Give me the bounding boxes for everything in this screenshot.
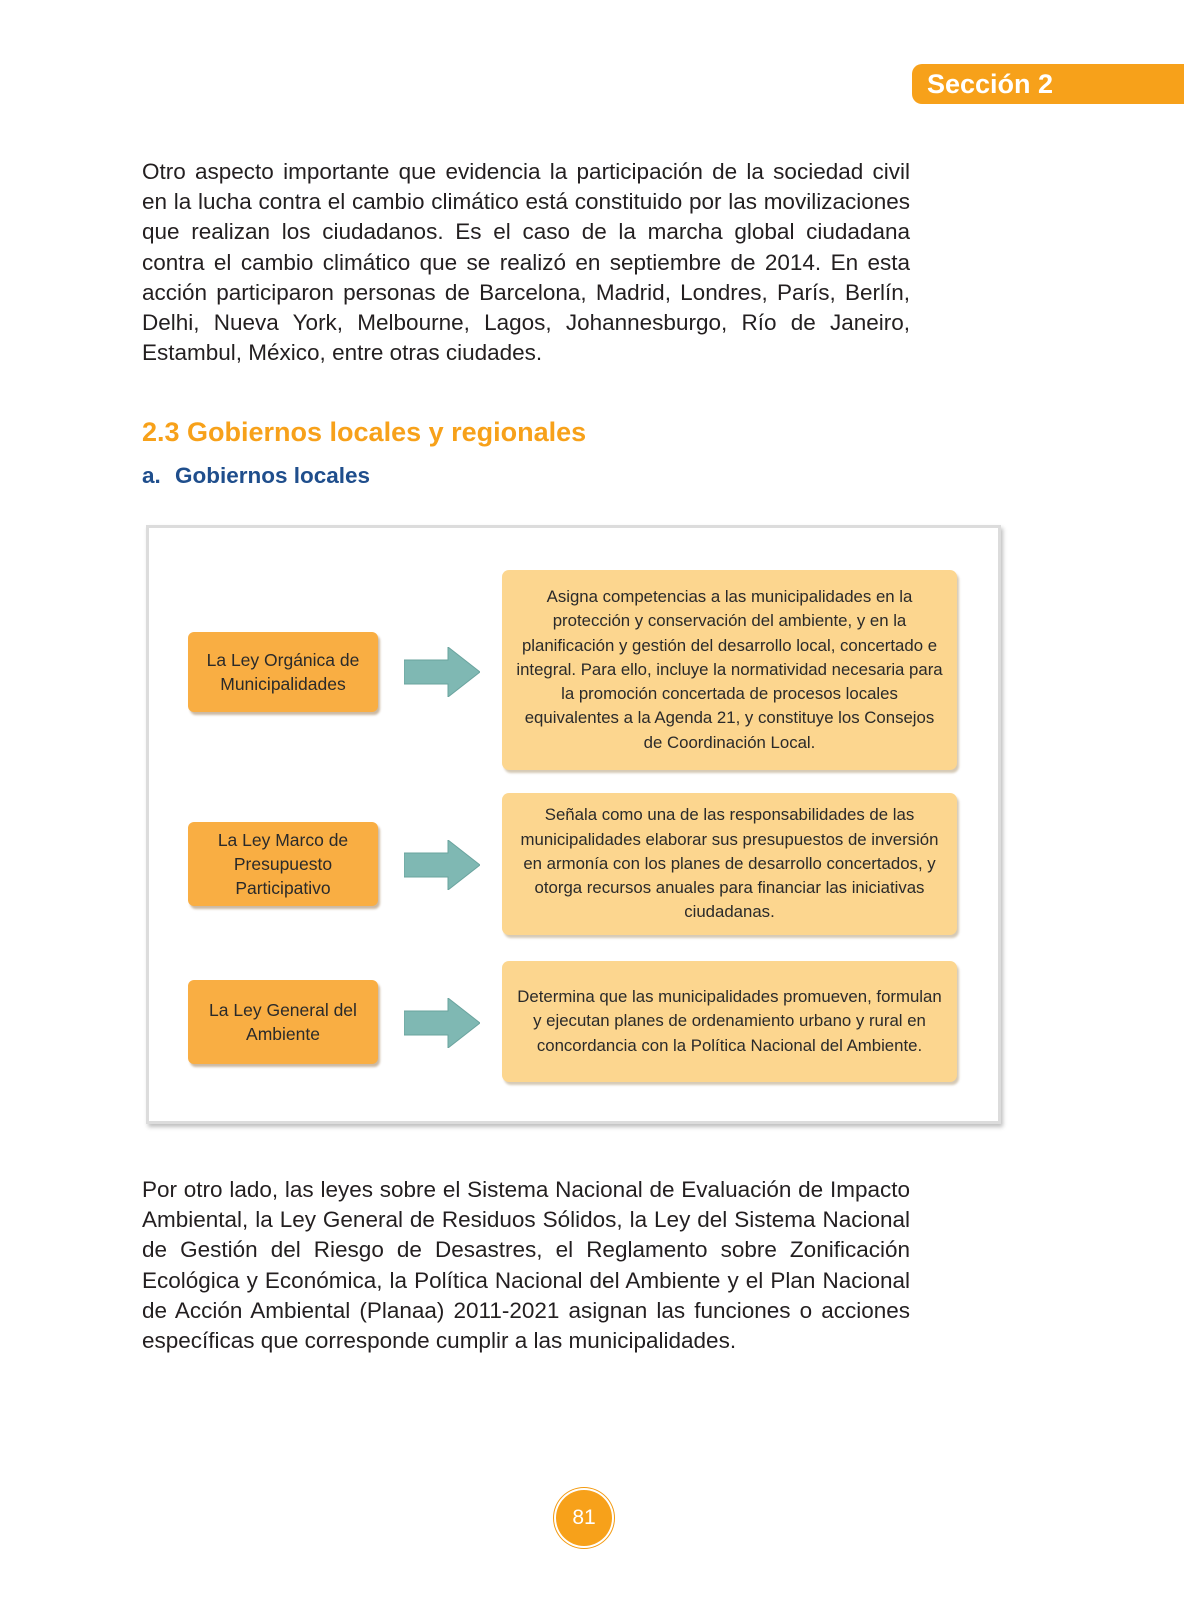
page-number-badge (554, 1488, 614, 1548)
right-arrow-icon (404, 647, 480, 697)
subsection-title: Gobiernos locales (175, 463, 371, 488)
description-box-municipalidades (502, 570, 957, 770)
law-label: La Ley Orgánica de Municipalidades (206, 650, 360, 694)
law-label: La Ley General del Ambiente (209, 1000, 357, 1044)
description-box-presupuesto (502, 793, 957, 935)
law-box-presupuesto-participativo (188, 822, 378, 906)
description-text: Asigna competencias a las municipalidades en la protección y conservación del ambiente, y en la planificación y gestión del desarrollo local, concertado e integral. Para ello, incluye la normatividad necesaria para la promoción concertada de procesos locales equivalentes a la Agenda 21, y constituye los Consejos de Coordinación Local. (516, 587, 943, 752)
closing-paragraph: Por otro lado, las leyes sobre el Sistema Nacional de Evaluación de Impacto Ambiental, la Ley General de Residuos Sólidos, la Ley del Sistema Nacional de Gestión del Riesgo de Desastres, el Reglamento sobre Zonificación Ecológica y Económica, la Política Nacional del Ambiente y el Plan Nacional de Acción Ambiental (Planaa) 2011-2021 asignan las funciones o acciones específicas que corresponde cumplir a las municipalidades. (142, 1177, 910, 1354)
subsection-heading (142, 463, 370, 489)
description-text: Señala como una de las responsabilidades de las municipalidades elaborar sus presupuestos de inversión en armonía con los planes de desarrollo concertados, y otorga recursos anuales para financiar las iniciativas ciudadanas. (520, 805, 939, 922)
section-label: Sección 2 (927, 69, 1054, 99)
right-arrow-icon (404, 998, 480, 1048)
subsection-marker: a. (142, 463, 161, 488)
description-box-ambiente (502, 961, 957, 1082)
description-text: Determina que las municipalidades promueven, formulan y ejecutan planes de ordenamiento urbano y rural en concordancia con la Política Nacional del Ambiente. (517, 987, 942, 1055)
law-label: La Ley Marco de Presupuesto Participativo (217, 830, 349, 898)
section-heading: 2.3 Gobiernos locales y regionales (142, 417, 587, 447)
section-tab (912, 64, 1184, 104)
right-arrow-icon (404, 840, 480, 890)
intro-paragraph: Otro aspecto importante que evidencia la participación de la sociedad civil en la lucha contra el cambio climático está constituido por las movilizaciones que realizan los ciudadanos. Es el caso de la marcha global ciudadana contra el cambio climático que se realizó en septiembre de 2014. En esta acción participaron personas de Barcelona, Madrid, Londres, París, Berlín, Delhi, Nueva York, Melbourne, Lagos, Johannesburgo, Río de Janeiro, Estambul, México, entre otras ciudades. (142, 159, 910, 366)
page-number: 81 (572, 1506, 596, 1529)
law-box-ley-general-ambiente (188, 980, 378, 1064)
law-box-municipalidades (188, 632, 378, 712)
